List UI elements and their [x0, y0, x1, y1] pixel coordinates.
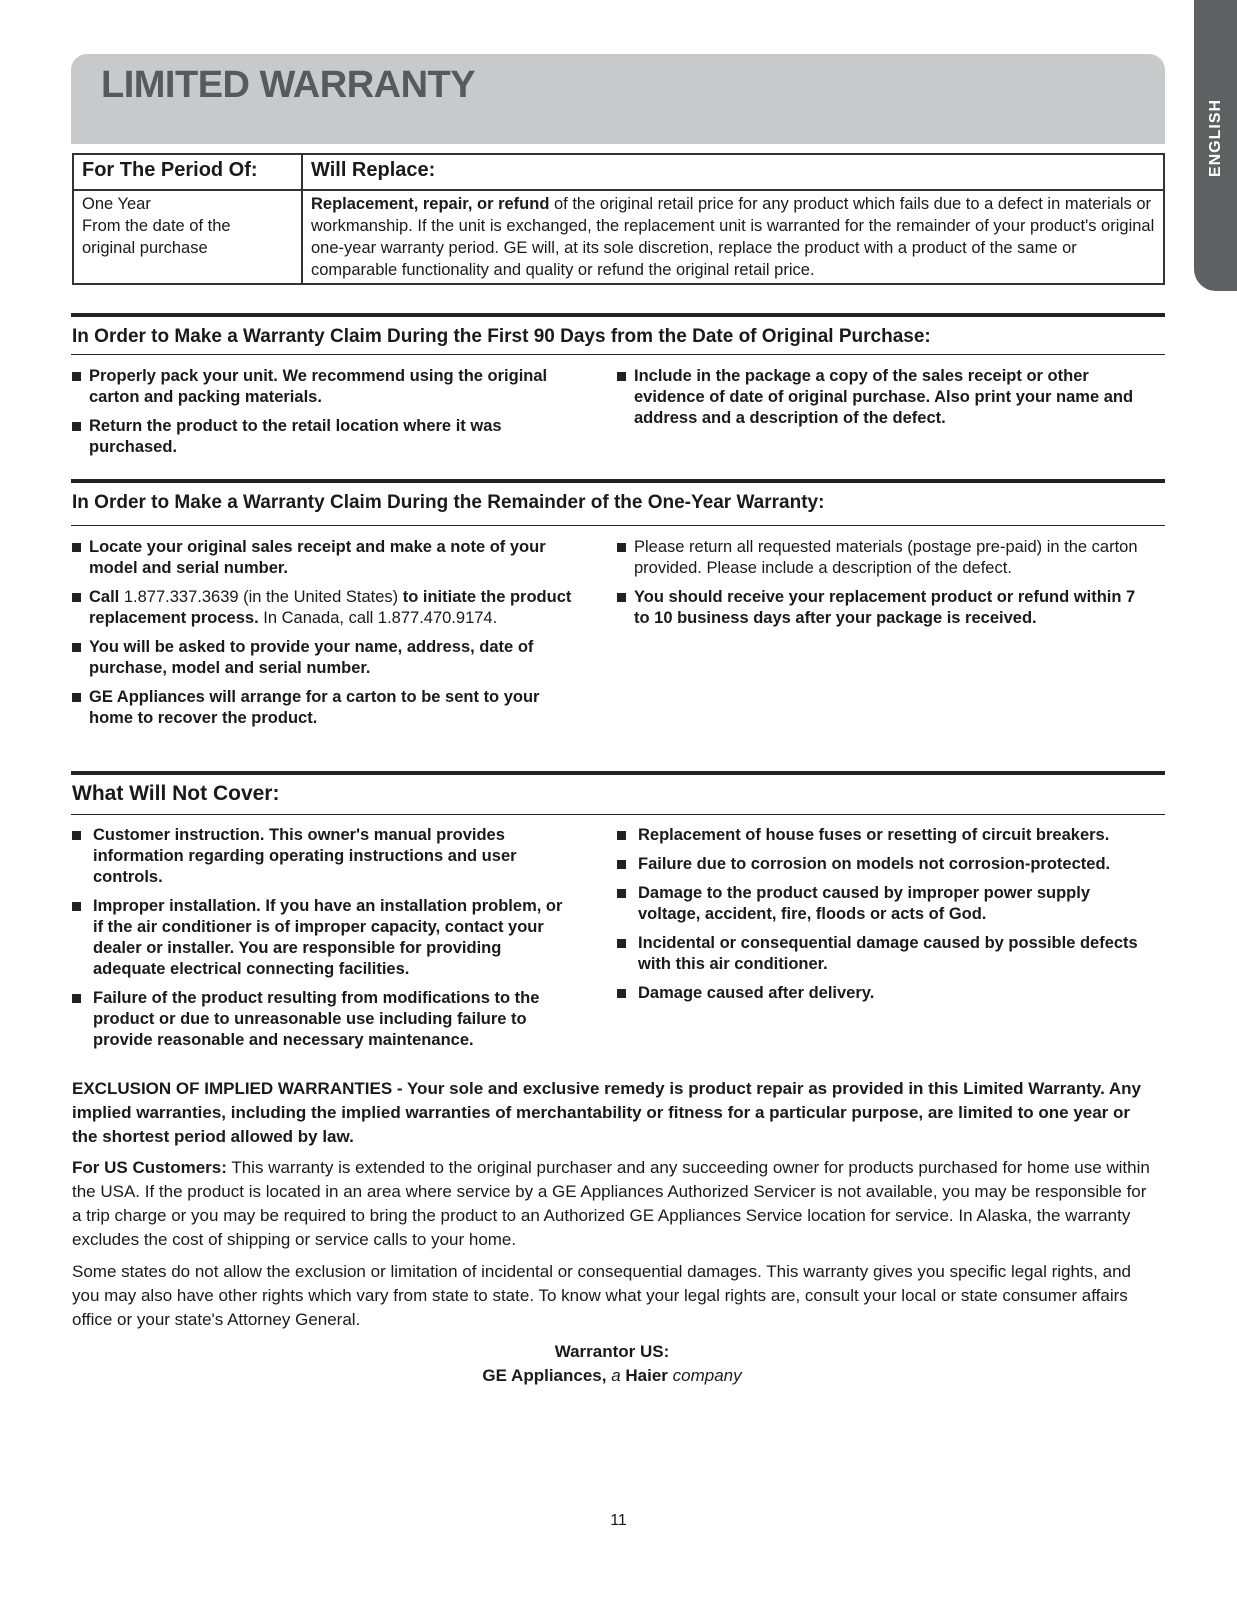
section3-right-list: [617, 825, 1152, 1012]
list-item-text: Include in the package a copy of the sales receipt or other evidence of date of original purchase. Also print your name and address and a description of the defect.: [634, 367, 1134, 427]
replace-header: Will Replace:: [302, 154, 1164, 190]
list-item-text: Damage caused after delivery.: [638, 984, 875, 1002]
section1-left-list: [72, 366, 582, 466]
page-number: 11: [610, 1512, 627, 1529]
section2-right-list: [617, 537, 1147, 637]
us-phone: 1.877.337.3639 (in the United States): [119, 588, 403, 606]
list-item-text: You should receive your replacement product or refund within 7 to 10 business days after your package is received.: [634, 588, 1136, 627]
bullet-icon: [72, 693, 81, 702]
section3-left-list: [72, 825, 577, 1059]
list-item: [617, 825, 1152, 846]
canada-phone: In Canada, call 1.877.470.9174.: [258, 609, 498, 627]
warrantor-label: Warrantor US:: [554, 1342, 670, 1361]
list-item-text: Return the product to the retail location where it was purchased.: [89, 417, 502, 456]
list-item-text: You will be asked to provide your name, address, date of purchase, model and serial number.: [89, 638, 534, 677]
us-customers-text: This warranty is extended to the original purchaser and any succeeding owner for products purchased for home use within the USA. If the product is located in an area where service by a GE Appliances Authorized Servicer is not available, you may be responsible for a trip charge or you may be required to bring the product to an Authorized GE Appliances Service location for service. In Alaska, the warranty excludes the cost of shipping or service calls to your home.: [72, 1158, 1150, 1249]
warrantor-company: GE Appliances,: [482, 1366, 607, 1385]
list-item-text: Locate your original sales receipt and make a note of your model and serial number.: [89, 538, 546, 577]
replace-text: of the original retail price for any product which fails due to a defect in materials or workmanship. If the unit is exchanged, the replacement unit is warranted for the remainder of your product's original one-year warranty period. GE will, at its sole discretion, replace the product with a product of the same or comparable functionality and quality or refund the original retail price.: [311, 195, 1155, 279]
period-header: For The Period Of:: [73, 154, 302, 190]
list-item: [72, 825, 577, 888]
section-divider: [71, 479, 1165, 483]
list-item: [72, 637, 582, 679]
section-divider-thin: [71, 354, 1165, 355]
section2-heading: In Order to Make a Warranty Claim During the Remainder of the One-Year Warranty:: [72, 492, 825, 513]
language-tab: [1194, 0, 1237, 291]
us-customers-label: For US Customers:: [72, 1158, 227, 1177]
list-item: [617, 854, 1152, 875]
section3-heading: What Will Not Cover:: [72, 782, 280, 805]
warranty-period-table: [72, 153, 1165, 285]
us-customers-paragraph: [72, 1156, 1152, 1252]
list-item-text: Replacement of house fuses or resetting of circuit breakers.: [638, 826, 1110, 844]
period-line: From the date of the: [82, 217, 231, 235]
list-item: [72, 537, 582, 579]
list-item: [72, 416, 582, 458]
page-title: LIMITED WARRANTY: [101, 64, 476, 106]
list-item: [72, 988, 577, 1051]
list-item: [72, 366, 582, 408]
list-item: [72, 587, 582, 629]
list-item-text: Incidental or consequential damage caused by possible defects with this air conditioner.: [638, 934, 1138, 973]
list-item-text: Customer instruction. This owner's manual provides information regarding operating instructions and user controls.: [93, 826, 517, 886]
list-item: [617, 933, 1152, 975]
bullet-icon: [72, 543, 81, 552]
list-item: [617, 366, 1147, 429]
call-label: Call: [89, 588, 120, 606]
warrantor-suffix: company: [667, 1366, 742, 1385]
bullet-icon: [72, 422, 81, 431]
bullet-icon: [72, 994, 81, 1003]
list-item: [617, 883, 1152, 925]
replace-cell: [302, 190, 1164, 284]
section-divider: [71, 771, 1165, 775]
list-item: [617, 587, 1147, 629]
list-item: [72, 687, 582, 729]
bullet-icon: [617, 372, 626, 381]
warrantor-company-line: [72, 1364, 1152, 1388]
bullet-icon: [72, 643, 81, 652]
section2-left-list: [72, 537, 582, 737]
list-item: [617, 983, 1152, 1004]
section-divider-thin: [71, 814, 1165, 815]
bullet-icon: [617, 831, 626, 840]
warrantor-haier: Haier: [625, 1366, 668, 1385]
bullet-icon: [617, 989, 626, 998]
list-item-text: Damage to the product caused by improper power supply voltage, accident, fire, floods or acts of God.: [638, 884, 1090, 923]
warrantor-a: a: [606, 1366, 626, 1385]
list-item-text: Properly pack your unit. We recommend using the original carton and packing materials.: [89, 367, 548, 406]
period-line: original purchase: [82, 239, 208, 257]
list-item-text: GE Appliances will arrange for a carton to be sent to your home to recover the product.: [89, 688, 540, 727]
warrantor-block: [72, 1340, 1152, 1388]
bullet-icon: [72, 372, 81, 381]
bullet-icon: [72, 593, 81, 602]
list-item-text: Please return all requested materials (postage pre-paid) in the carton provided. Please include a description of the defect.: [634, 538, 1138, 577]
title-band: [71, 54, 1165, 144]
bullet-icon: [72, 831, 81, 840]
states-paragraph: Some states do not allow the exclusion or limitation of incidental or consequential damages. This warranty gives you specific legal rights, and you may also have other rights which vary from state to state. To know what your legal rights are, consult your local or state consumer affairs office or your state's Attorney General.: [72, 1262, 1131, 1329]
table-row: [73, 190, 1164, 284]
bullet-icon: [617, 860, 626, 869]
replace-bold: Replacement, repair, or refund: [311, 195, 550, 213]
exclusion-paragraph: EXCLUSION OF IMPLIED WARRANTIES - Your sole and exclusive remedy is product repair as provided in this Limited Warranty. Any implied warranties, including the implied warranties of merchantability or fitness for a particular purpose, are limited to one year or the shortest period allowed by law.: [72, 1079, 1142, 1146]
bullet-icon: [617, 939, 626, 948]
table-header-row: [73, 154, 1164, 190]
list-item: [72, 896, 577, 980]
section-divider: [71, 313, 1165, 317]
bullet-icon: [617, 543, 626, 552]
section-divider-thin: [71, 525, 1165, 526]
list-item-text: Failure due to corrosion on models not corrosion-protected.: [638, 855, 1111, 873]
period-cell: [73, 190, 302, 284]
section1-right-list: [617, 366, 1147, 437]
bullet-icon: [617, 889, 626, 898]
list-item: [617, 537, 1147, 579]
language-tab-label: ENGLISH: [1206, 98, 1224, 178]
bullet-icon: [617, 593, 626, 602]
bullet-icon: [72, 902, 81, 911]
list-item-text: Improper installation. If you have an installation problem, or if the air conditioner is of improper capacity, contact your dealer or installer. You are responsible for providing adequate electrical connecting facilities.: [93, 897, 563, 978]
call-instruction: to initiate the product replacement process.: [89, 588, 572, 627]
section1-heading: In Order to Make a Warranty Claim During the First 90 Days from the Date of Original Purchase:: [72, 326, 931, 347]
list-item-text: Failure of the product resulting from modifications to the product or due to unreasonable use including failure to provide reasonable and necessary maintenance.: [93, 989, 540, 1049]
period-line: One Year: [82, 195, 151, 213]
